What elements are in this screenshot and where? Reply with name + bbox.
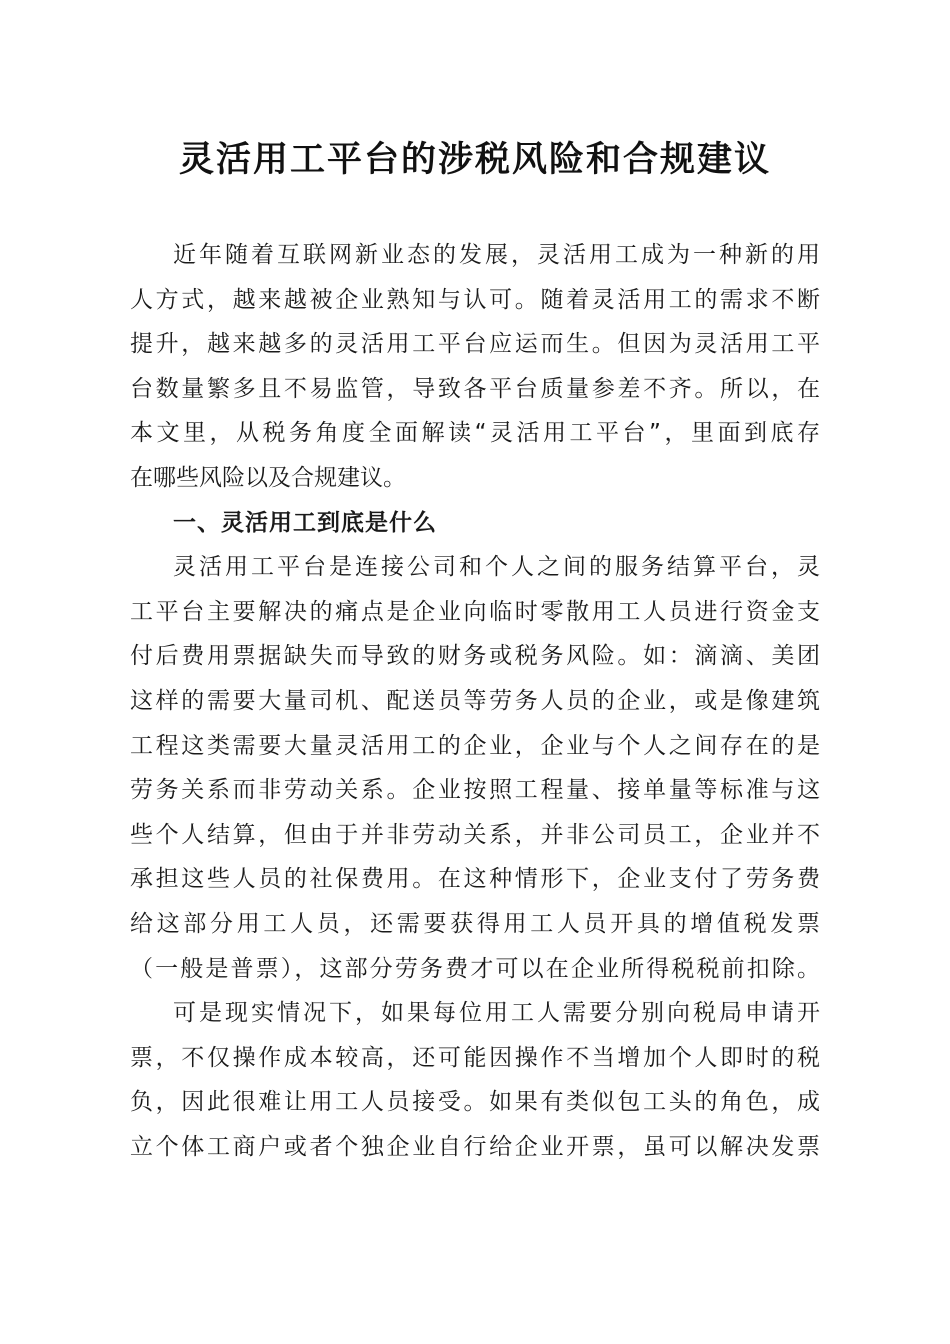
paragraph-line: 票，不仅操作成本较高，还可能因操作不当增加个人即时的税 [130, 1044, 820, 1071]
paragraph-line: 劳务关系而非劳动关系。企业按照工程量、接单量等标准与这 [130, 777, 820, 804]
paragraph-line: 在哪些风险以及合规建议。 [130, 464, 406, 491]
paragraph-line: 人方式，越来越被企业熟知与认可。随着灵活用工的需求不断 [130, 286, 820, 313]
paragraph-line: 本文里，从税务角度全面解读“灵活用工平台”，里面到底存 [130, 420, 820, 447]
paragraph-line: 灵活用工平台是连接公司和个人之间的服务结算平台，灵 [173, 554, 820, 581]
paragraph-line: 台数量繁多且不易监管，导致各平台质量参差不齐。所以，在 [130, 375, 820, 402]
paragraph-line: 给这部分用工人员，还需要获得用工人员开具的增值税发票 [130, 910, 820, 937]
section-heading: 一、灵活用工到底是什么 [173, 509, 437, 536]
document-body [130, 233, 820, 1169]
document-title: 灵活用工平台的涉税风险和合规建议 [178, 139, 771, 180]
paragraph-line: 工平台主要解决的痛点是企业向临时零散用工人员进行资金支 [130, 598, 820, 625]
paragraph-line: 承担这些人员的社保费用。在这种情形下，企业支付了劳务费 [130, 866, 820, 893]
paragraph-line: （一般是普票），这部分劳务费才可以在企业所得税税前扣除。 [130, 955, 820, 982]
paragraph-line: 近年随着互联网新业态的发展，灵活用工成为一种新的用 [173, 242, 820, 268]
paragraph-line: 提升，越来越多的灵活用工平台应运而生。但因为灵活用工平 [130, 331, 820, 358]
paragraph-line: 付后费用票据缺失而导致的财务或税务风险。如：滴滴、美团 [130, 643, 820, 670]
paragraph-line: 这样的需要大量司机、配送员等劳务人员的企业，或是像建筑 [130, 687, 820, 714]
paragraph-line: 立个体工商户或者个独企业自行给企业开票，虽可以解决发票 [130, 1133, 820, 1160]
paragraph-line: 可是现实情况下，如果每位用工人需要分别向税局申请开 [173, 1000, 820, 1027]
paragraph-line: 负，因此很难让用工人员接受。如果有类似包工头的角色，成 [130, 1089, 820, 1116]
paragraph-line: 些个人结算，但由于并非劳动关系，并非公司员工，企业并不 [130, 821, 820, 848]
paragraph-line: 工程这类需要大量灵活用工的企业，企业与个人之间存在的是 [130, 732, 820, 759]
